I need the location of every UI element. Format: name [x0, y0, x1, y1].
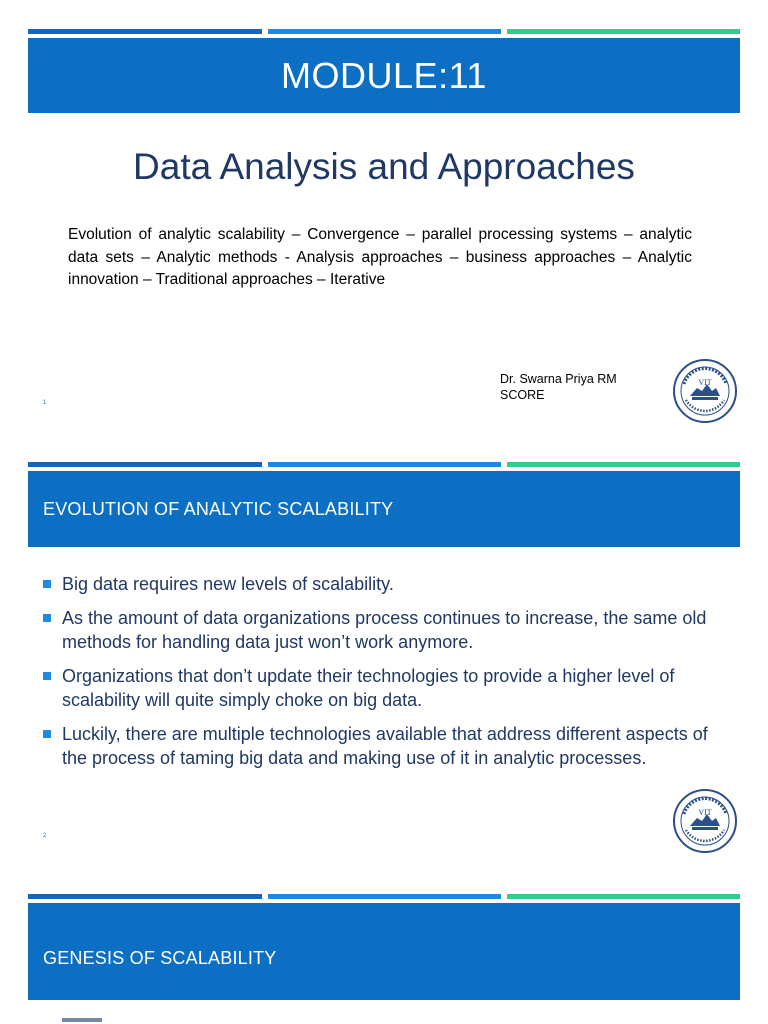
bullet-square-icon — [43, 730, 51, 738]
bullet-list — [42, 572, 722, 780]
section-banner — [28, 903, 740, 1000]
slide-3 — [0, 882, 768, 1024]
decor-stripe-mid — [268, 894, 501, 899]
decor-stripe-green — [507, 894, 740, 899]
section-heading: GENESIS OF SCALABILITY — [43, 948, 277, 968]
page-number: 2 — [43, 833, 47, 839]
list-item: Luckily, there are multiple technologies available that address different aspects of the process of taming big data and making use of it in analytic processes. — [42, 722, 722, 770]
decor-stripe-dark — [28, 29, 262, 34]
module-banner — [28, 38, 740, 113]
decor-stripe-green — [507, 462, 740, 467]
section-heading: EVOLUTION OF ANALYTIC SCALABILITY — [43, 498, 394, 519]
author-dept: SCORE — [500, 388, 545, 402]
slide-1 — [0, 0, 768, 452]
decor-stripe-dark — [28, 894, 262, 899]
decor-stripe-mid — [268, 29, 501, 34]
author-name: Dr. Swarna Priya RM — [500, 372, 617, 386]
bullet-square-icon — [43, 580, 51, 588]
page-number: 1 — [43, 400, 47, 406]
author-block — [500, 371, 617, 403]
decor-stripe-green — [507, 29, 740, 34]
logo-text: VIT — [698, 808, 712, 817]
slide-2 — [0, 452, 768, 882]
logo-text: VIT — [698, 378, 712, 387]
cropped-text-fragment — [62, 1018, 102, 1022]
module-label: MODULE:11 — [281, 54, 487, 96]
list-item: Organizations that don’t update their technologies to provide a higher level of scalability will quite simply choke on big data. — [42, 664, 722, 712]
topics-text: Evolution of analytic scalability – Convergence – parallel processing systems – analytic data sets – Analytic methods - Analysis approaches – business approaches – Analytic innovation – Traditional approaches – Iterative — [68, 226, 692, 288]
list-item: As the amount of data organizations process continues to increase, the same old methods for handling data just won’t work anymore. — [42, 606, 722, 654]
section-banner — [28, 471, 740, 547]
vit-logo-icon — [672, 788, 738, 854]
vit-logo-icon — [672, 358, 738, 424]
slide-title: Data Analysis and Approaches — [133, 146, 635, 187]
bullet-square-icon — [43, 614, 51, 622]
list-item: Big data requires new levels of scalability. — [42, 572, 722, 596]
decor-stripe-mid — [268, 462, 501, 467]
decor-stripe-dark — [28, 462, 262, 467]
bullet-square-icon — [43, 672, 51, 680]
